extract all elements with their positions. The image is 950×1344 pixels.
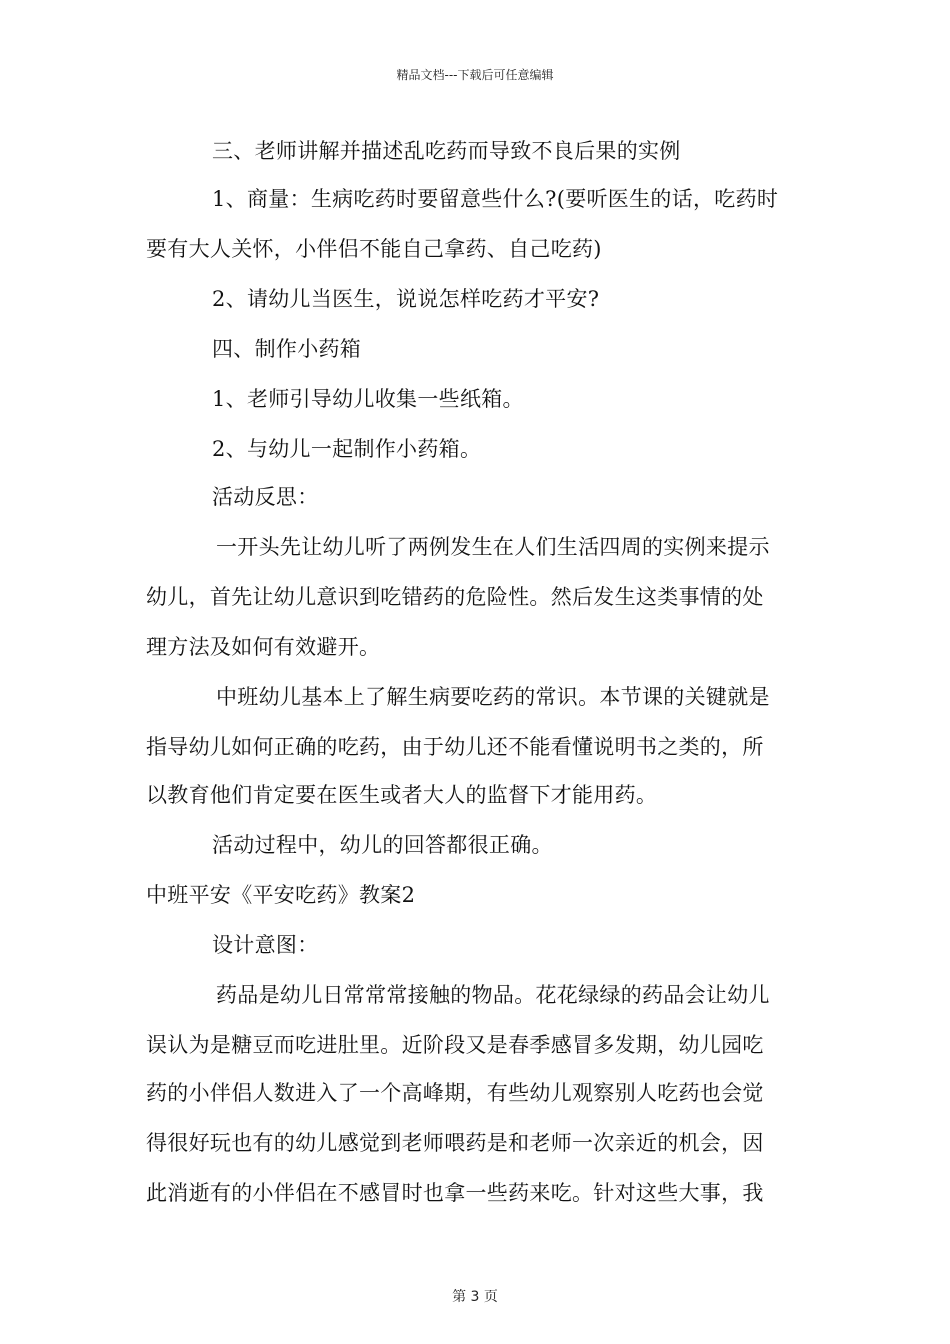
heading-section-3: 三、老师讲解并描述乱吃药而导致不良后果的实例	[212, 139, 681, 163]
paragraph-line: 得很好玩也有的幼儿感觉到老师喂药是和老师一次亲近的机会，因	[146, 1131, 764, 1155]
paragraph-line: 要有大人关怀，小伴侣不能自己拿药、自己吃药)	[146, 237, 602, 261]
paragraph-line: 药的小伴侣人数进入了一个高峰期，有些幼儿观察别人吃药也会觉	[146, 1081, 764, 1105]
paragraph-line: 一开头先让幼儿听了两例发生在人们生活四周的实例来提示	[216, 535, 770, 559]
paragraph-line: 活动过程中，幼儿的回答都很正确。	[212, 833, 553, 857]
paragraph-line: 理方法及如何有效避开。	[146, 635, 381, 659]
paragraph-line: 药品是幼儿日常常常接触的物品。花花绿绿的药品会让幼儿	[216, 983, 770, 1007]
paragraph-line: 1、老师引导幼儿收集一些纸箱。	[212, 387, 524, 411]
paragraph-line: 幼儿，首先让幼儿意识到吃错药的危险性。然后发生这类事情的处	[146, 585, 764, 609]
page-header: 精品文档---下载后可任意编辑	[396, 68, 554, 82]
paragraph-line: 1、商量：生病吃药时要留意些什么?(要听医生的话，吃药时	[212, 187, 779, 211]
section-title: 中班平安《平安吃药》教案2	[146, 883, 416, 907]
heading-design-intent: 设计意图：	[212, 933, 319, 957]
page-number: 第 3 页	[452, 1289, 498, 1305]
paragraph-line: 2、请幼儿当医生，说说怎样吃药才平安?	[212, 287, 600, 311]
heading-reflection: 活动反思：	[212, 485, 319, 509]
paragraph-line: 此消逝有的小伴侣在不感冒时也拿一些药来吃。针对这些大事，我	[146, 1181, 764, 1205]
heading-section-4: 四、制作小药箱	[212, 337, 362, 361]
paragraph-line: 指导幼儿如何正确的吃药，由于幼儿还不能看懂说明书之类的，所	[146, 735, 764, 759]
paragraph-line: 误认为是糖豆而吃进肚里。近阶段又是春季感冒多发期，幼儿园吃	[146, 1033, 764, 1057]
paragraph-line: 中班幼儿基本上了解生病要吃药的常识。本节课的关键就是	[216, 685, 770, 709]
paragraph-line: 以教育他们肯定要在医生或者大人的监督下才能用药。	[146, 783, 658, 807]
paragraph-line: 2、与幼儿一起制作小药箱。	[212, 437, 482, 461]
